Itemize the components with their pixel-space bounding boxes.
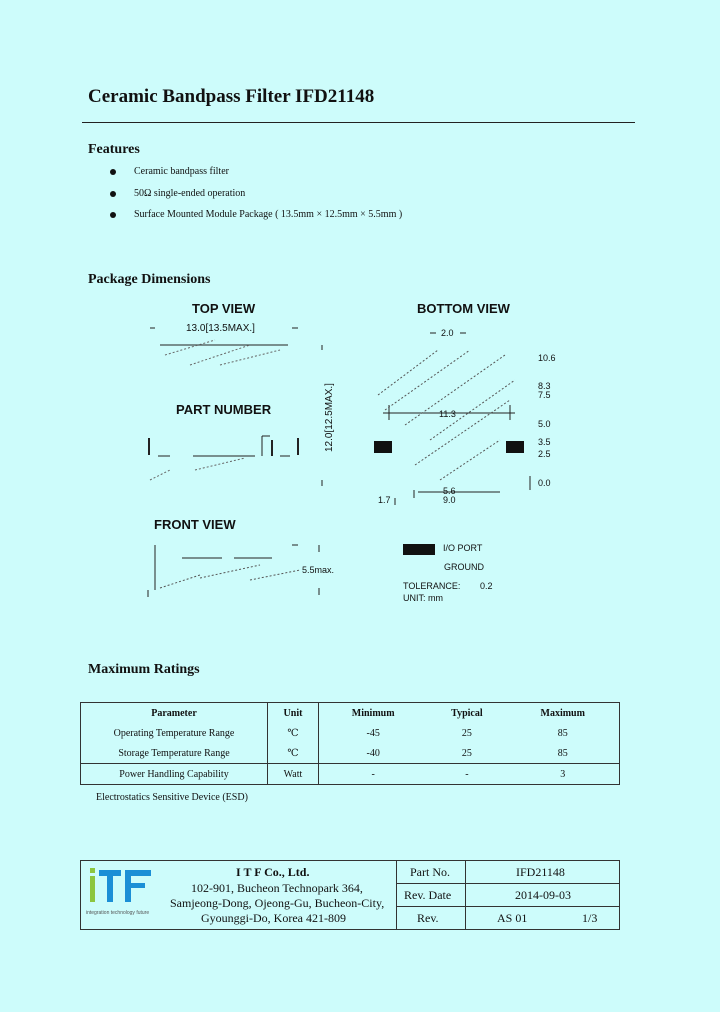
table-row	[81, 743, 620, 764]
feature-text: 50Ω single-ended operation	[134, 188, 246, 199]
top-view-width-dim: 13.0[13.5MAX.]	[186, 323, 255, 334]
io-pad-right	[506, 441, 524, 453]
column-header: Typical	[451, 707, 483, 719]
dim-label: 5.0	[538, 419, 551, 429]
table-cell: 85	[506, 743, 619, 764]
io-port-legend-swatch	[403, 544, 435, 555]
bottom-view-top-dim: 2.0	[441, 328, 454, 338]
page-number: 1/3	[582, 911, 598, 925]
esd-note: Electrostatics Sensitive Device (ESD)	[96, 792, 248, 803]
rev-date-value: 2014-09-03	[515, 888, 571, 902]
page-title: Ceramic Bandpass Filter IFD21148	[88, 86, 375, 107]
table-cell: Watt	[268, 764, 319, 785]
part-number-label: PART NUMBER	[176, 402, 272, 417]
front-view-height-dim: 5.5max.	[302, 565, 335, 575]
table-cell: -	[319, 764, 428, 785]
column-header: Maximum	[506, 703, 619, 724]
dim-label: 8.3	[538, 381, 551, 391]
table-cell: 25	[461, 747, 472, 759]
legend-tolerance-value: 0.2	[480, 581, 493, 591]
table-cell: 3	[506, 764, 619, 785]
dim-label: 0.0	[538, 478, 551, 488]
legend-io-port: I/O PORT	[443, 543, 483, 553]
table-cell: -	[427, 764, 506, 785]
table-cell: Operating Temperature Range	[81, 723, 268, 743]
rev-date-label: Rev. Date	[404, 888, 452, 902]
table-cell: -45	[366, 727, 380, 739]
legend-ground: GROUND	[444, 562, 484, 572]
table-row	[81, 764, 620, 785]
table-cell: -40	[366, 747, 380, 759]
dim-label: 2.5	[538, 449, 551, 459]
bottom-view-label: BOTTOM VIEW	[417, 301, 510, 316]
part-no-value: IFD21148	[516, 865, 565, 879]
dim-label: 3.5	[538, 437, 551, 447]
front-view-label: FRONT VIEW	[154, 517, 236, 532]
top-view-height-dim: 12.0[12.5MAX.]	[324, 383, 335, 452]
company-name: I T F Co., Ltd.	[236, 865, 310, 879]
features-heading: Features	[88, 142, 140, 157]
address-line: 102-901, Bucheon Technopark 364,	[191, 881, 363, 895]
rev-value: AS 01	[497, 911, 528, 925]
part-no-label: Part No.	[410, 865, 450, 879]
table-cell: ℃	[268, 743, 319, 764]
column-header: Minimum	[351, 707, 395, 719]
legend-unit: UNIT: mm	[403, 593, 443, 603]
column-header: Unit	[268, 703, 319, 724]
address-line: Samjeong-Dong, Ojeong-Gu, Bucheon-City,	[170, 896, 385, 910]
ratings-table	[80, 702, 620, 785]
feature-text: Ceramic bandpass filter	[134, 166, 229, 177]
table-cell: Power Handling Capability	[81, 764, 268, 785]
top-view-label: TOP VIEW	[192, 301, 256, 316]
feature-text: Surface Mounted Module Package ( 13.5mm × 12.5mm × 5.5mm )	[134, 209, 403, 220]
legend-tolerance-label: TOLERANCE:	[403, 581, 461, 591]
dim-label: 7.5	[538, 390, 551, 400]
company-logo	[86, 866, 156, 914]
table-row	[81, 723, 620, 743]
dim-label: 5.6	[443, 486, 456, 496]
package-heading: Package Dimensions	[88, 272, 211, 287]
bottom-view-mid-dim: 11.3	[439, 409, 456, 419]
table-cell: Storage Temperature Range	[81, 743, 268, 764]
dim-label: 1.7	[378, 495, 391, 505]
ratings-heading: Maximum Ratings	[88, 662, 200, 677]
dim-label: 10.6	[538, 353, 556, 363]
table-cell: 85	[506, 723, 619, 743]
table-cell: ℃	[268, 723, 319, 743]
logo-tagline: integration technology future	[86, 910, 150, 916]
column-header: Parameter	[81, 703, 268, 724]
table-cell: 25	[461, 727, 472, 739]
table-header-row	[81, 703, 620, 724]
dim-label: 9.0	[443, 495, 456, 505]
io-pad-left	[374, 441, 392, 453]
rev-label: Rev.	[417, 911, 439, 925]
address-line: Gyounggi-Do, Korea 421-809	[201, 911, 346, 925]
